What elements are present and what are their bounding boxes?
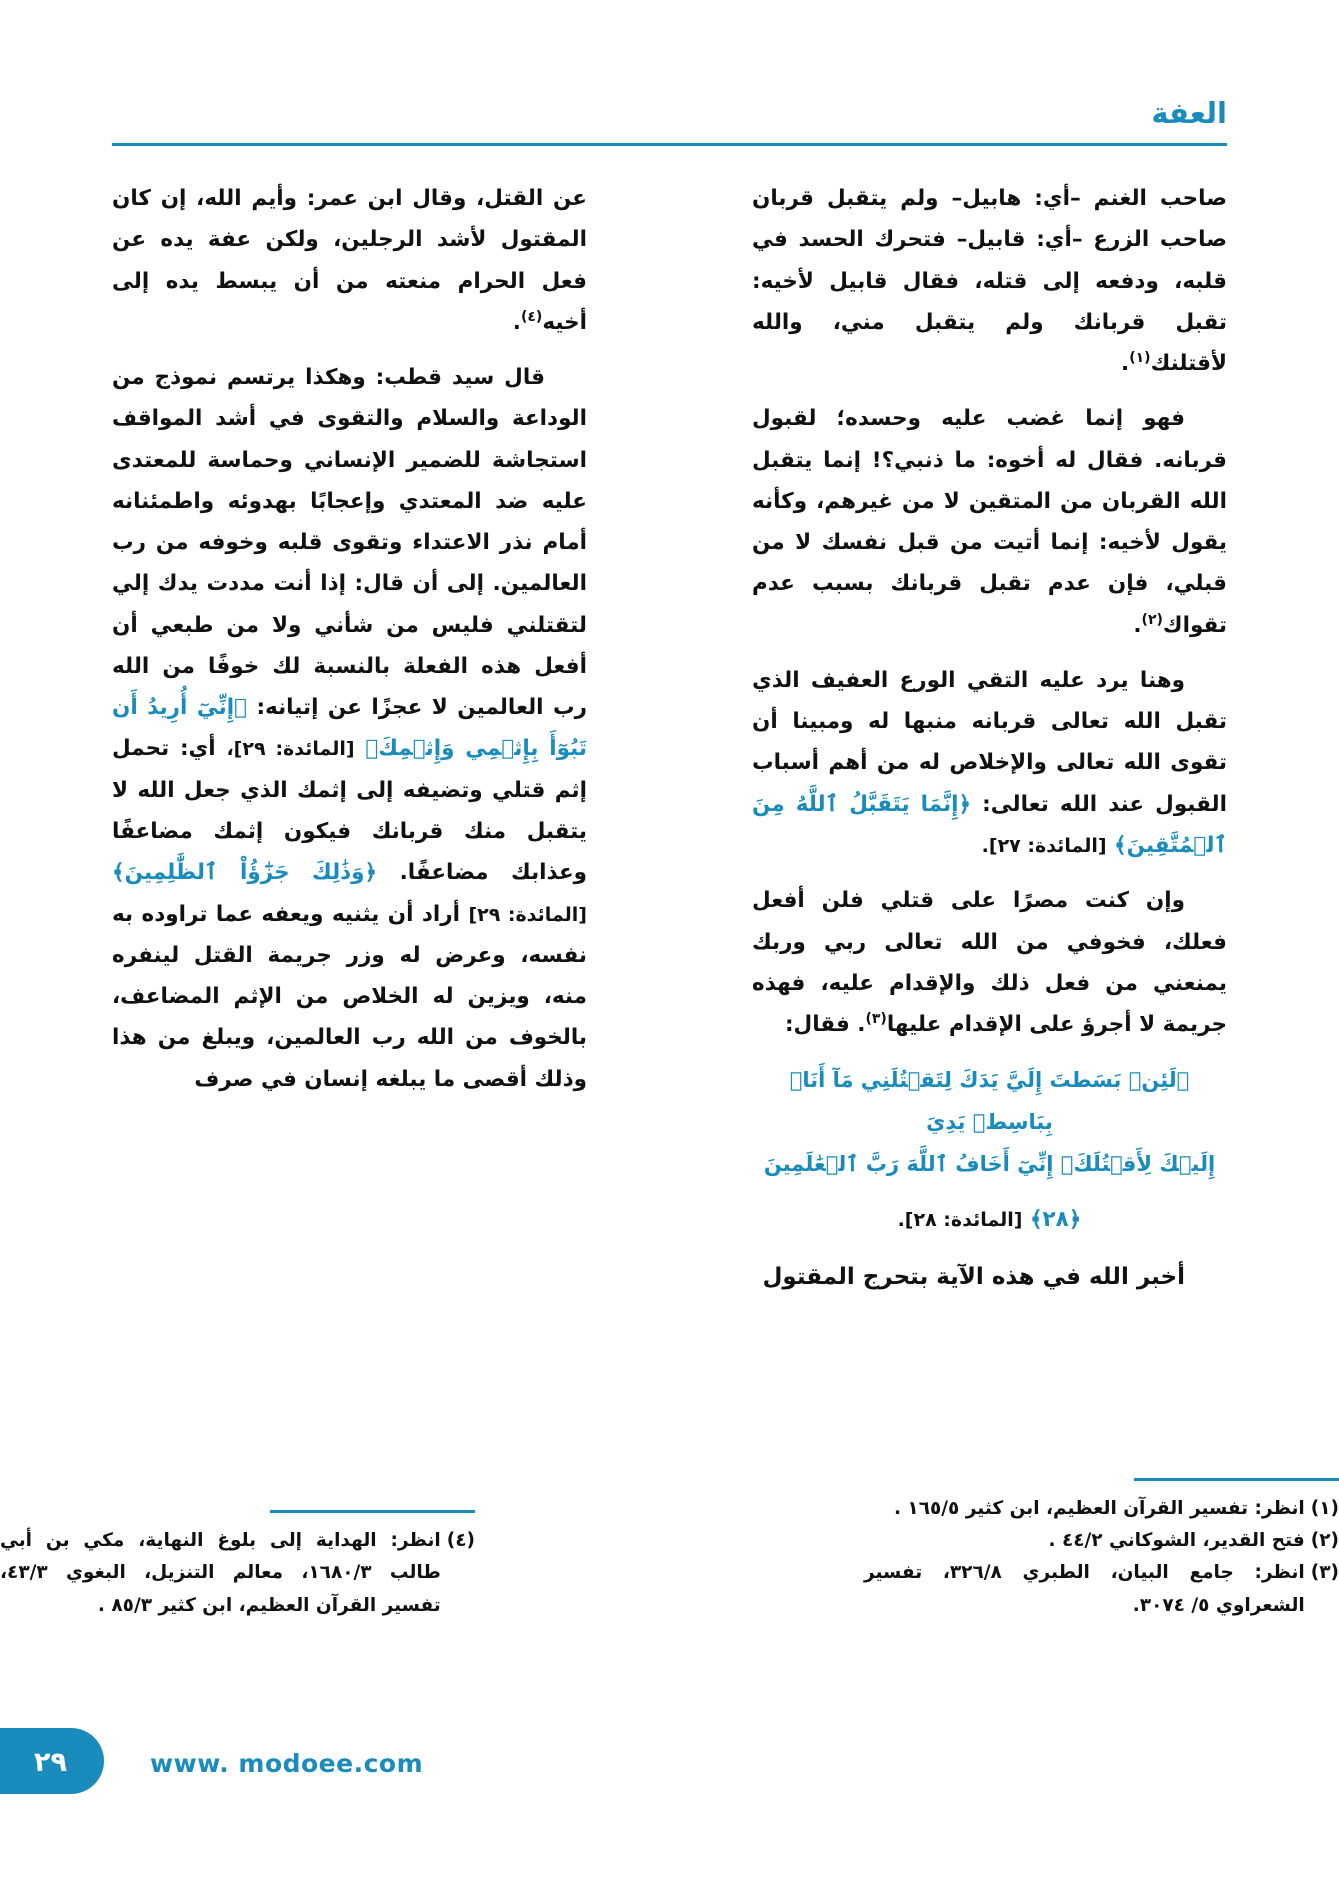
paragraph-r4: وإن كنت مصرًا على قتلي فلن أفعل فعلك، فخوفي من الله تعالى ربي وربك يمنعني من فعل ذلك والإقدام عليه، فهذه جريمة لا أجرؤ على الإقدام عليها$^{(٣)}$. فقال: — [752, 888, 1227, 1038]
verse-reference-28: [المائدة: ٢٨]. — [897, 1209, 1023, 1232]
column-right — [752, 178, 1227, 1313]
quran-verse-29a: ﴿إِنِّيٓ أُرِيدُ أَن تَبُوٓأَ بِإِثۡمِي وَإِثۡمِكَ﴾ — [112, 695, 587, 762]
site-url[interactable]: www. modoee.com — [150, 1749, 424, 1778]
footnote-marker-4: (٤) — [520, 308, 543, 325]
footnotes-left — [0, 1510, 475, 1622]
header-divider — [112, 143, 1227, 146]
footnote-number: (٣) — [1310, 1562, 1339, 1584]
quran-line-2: إِلَيۡكَ لِأَقۡتُلَكَۖ إِنِّيٓ أَخَافُ ٱللَّهَ رَبَّ ٱلۡعَٰلَمِينَ — [763, 1152, 1216, 1177]
page-title: العفة — [1151, 96, 1227, 130]
footnotes-right — [864, 1478, 1339, 1622]
footnote-number: (٢) — [1310, 1529, 1339, 1551]
footnote-text: فتح القدير، الشوكاني ٤٤/٢ . — [1048, 1529, 1305, 1551]
footnote-item — [864, 1557, 1339, 1622]
quran-verse-28-block — [752, 1059, 1227, 1185]
verse-reference-29a: [المائدة: ٢٩]، — [226, 738, 355, 761]
footnote-text: انظر: الهداية إلى بلوغ النهاية، مكي بن أبي طالب ١٦٨٠/٣، معالم التنزيل، البغوي ٤٣/٣، تفسير القرآن العظيم، ابن كثير ٨٥/٣ . — [0, 1529, 441, 1616]
footnote-item — [0, 1525, 475, 1622]
paragraph-r5: أخبر الله في هذه الآية بتحرج المقتول — [762, 1263, 1185, 1290]
page-header — [112, 96, 1227, 148]
quran-line-1: ﴿لَئِنۢ بَسَطتَ إِلَيَّ يَدَكَ لِتَقۡتُلَنِي مَآ أَنَا۠ بِبَاسِطٖ يَدِيَ — [789, 1068, 1190, 1135]
footnote-marker-3: (٣) — [865, 1010, 887, 1027]
ayah-number-badge: ﴿٢٨﴾ — [1029, 1207, 1082, 1233]
footnote-item — [864, 1493, 1339, 1525]
paragraph-r1: صاحب الغنم –أي: هابيل– ولم يتقبل قربان صاحب الزرع –أي: قابيل– فتحرك الحسد في قلبه، ودفعه إلى قتله، فقال قابيل لأخيه: تقبل قربانك ولم يتقبل مني، والله لأقتلنك$^{(١)}$. — [752, 186, 1227, 377]
footnote-text: انظر: تفسير القرآن العظيم، ابن كثير ١٦٥/٥ . — [893, 1497, 1305, 1519]
footnote-number: (١) — [1310, 1497, 1339, 1519]
footnote-item — [864, 1525, 1339, 1557]
verse-reference-29b: [المائدة: ٢٩] — [468, 903, 587, 926]
footnote-text: انظر: جامع البيان، الطبري ٣٢٦/٨، تفسير الشعراوي ٥/ ٣٠٧٤. — [864, 1562, 1305, 1616]
body-columns — [112, 178, 1227, 1288]
footnotes-divider-left — [270, 1510, 475, 1513]
column-left — [112, 178, 587, 1114]
quran-verse-27: ﴿إِنَّمَا يَتَقَبَّلُ ٱللَّهُ مِنَ ٱلۡمُتَّقِينَ﴾ — [752, 791, 1227, 858]
paragraph-r3: وهنا يرد عليه التقي الورع العفيف الذي تقبل الله تعالى قربانه منبها له ومبينا أن تقوى الله تعالى والإخلاص له من أهم أسباب القبول عند الله تعالى: ﴿إِنَّمَا يَتَقَبَّلُ ٱللَّهُ مِنَ ٱلۡمُتَّقِينَ﴾ [المائدة: ٢٧]. — [752, 667, 1227, 858]
footnote-marker-1: (١) — [1129, 349, 1151, 366]
footnote-marker-2: (٢) — [1141, 611, 1163, 628]
verse-reference-27: [المائدة: ٢٧]. — [981, 834, 1107, 857]
page-number: ٢٩ — [34, 1747, 67, 1778]
quran-verse-29b: ﴿وَذَٰلِكَ جَزَٰٓؤُاْ ٱلظَّٰلِمِينَ﴾ — [112, 860, 378, 886]
paragraph-l2: قال سيد قطب: وهكذا يرتسم نموذج من الوداعة والسلام والتقوى في أشد المواقف استجاشة للضمير الإنساني وحماسة للمعتدى عليه ضد المعتدي وإعجابًا بهدوئه واطمئنانه أمام نذر الاعتداء وتقوى قلبه وخوفه من رب العالمين. إلى أن قال: إذا أنت مددت يدك إلي لتقتلني فليس من شأني ولا من طبعي أن أفعل هذه الفعلة بالنسبة لك خوفًا من الله رب العالمين لا عجزًا عن إتيانه: ﴿إِنِّيٓ أُرِيدُ أَن تَبُوٓأَ بِإِثۡمِي وَإِثۡمِكَ﴾ [المائدة: ٢٩]، أي: تحمل إثم قتلي وتضيفه إلى إثمك الذي جعل الله لا يتقبل منك قربانك فيكون إثمك مضاعفًا وعذابك مضاعفًا. ﴿وَذَٰلِكَ جَزَٰٓؤُاْ ٱلظَّٰلِمِينَ﴾ [المائدة: ٢٩] أراد أن يثنيه ويعفه عما تراوده به نفسه، وعرض له وزر جريمة القتل لينفره منه، ويزين له الخلاص من الإثم المضاعف، بالخوف من الله رب العالمين، ويبلغ من هذا وذلك أقصى ما يبلغه إنسان في صرف — [112, 365, 587, 1092]
footnotes-divider-right — [1134, 1478, 1339, 1481]
paragraph-l1: عن القتل، وقال ابن عمر: وأيم الله، إن كان المقتول لأشد الرجلين، ولكن عفة يده عن فعل الحرام منعته من أن يبسط يده إلى أخيه$^{(٤)}$. — [112, 186, 587, 335]
quran-verse-28-ref-line — [752, 1199, 1227, 1240]
footnote-number: (٤) — [446, 1529, 475, 1551]
paragraph-r2: فهو إنما غضب عليه وحسده؛ لقبول قربانه. فقال له أخوه: ما ذنبي؟! إنما يتقبل الله القربان من المتقين لا من غيرهم، وكأنه يقول لأخيه: إنما أتيت من قبل نفسك لا من قبلي، فإن عدم تقبل قربانك بسبب عدم تقواك$^{(٢)}$. — [752, 406, 1227, 638]
